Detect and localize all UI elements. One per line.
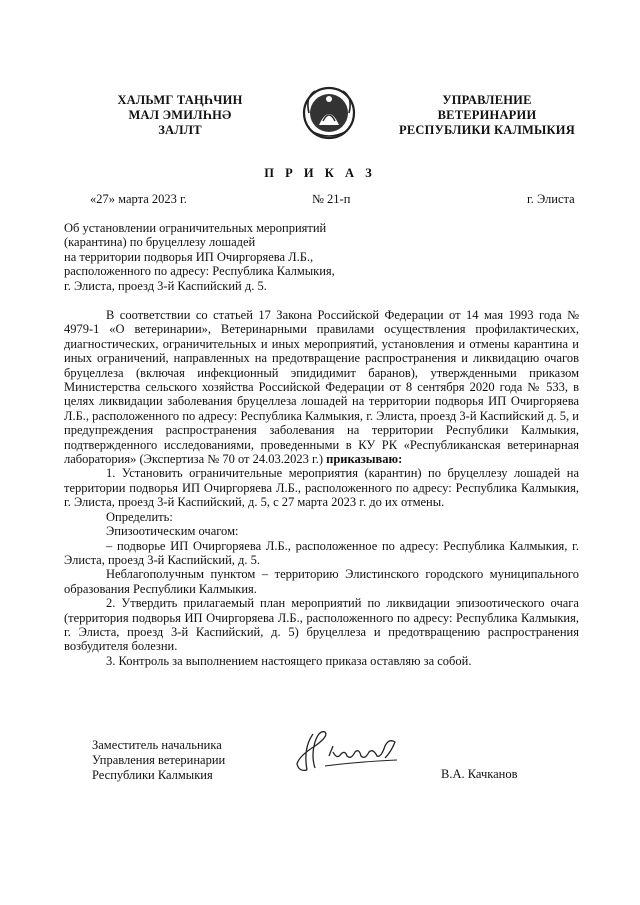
subject-line: г. Элиста, проезд 3-й Каспийский д. 5. xyxy=(64,278,267,293)
header-left-kalmyk xyxy=(105,93,255,138)
document-title: П Р И К А З xyxy=(264,166,376,180)
header-left-line-2: МАЛ ЭМИЛҺНӘ xyxy=(128,108,232,122)
subject-line: Об установлении ограничительных мероприятий xyxy=(64,221,327,235)
item-1-paragraph: 1. Установить ограничительные мероприятия (карантин) по бруцеллезу лошадей на территории подворья ИП Очиргоряева Л.Б., расположенного по адресу: Республика Калмыкия, г. Элиста, проезд 3-й Каспийский, д. 5, с 27 марта 2023 г. до их отмены. xyxy=(64,466,579,510)
header-left-line-3: ЗАЛЛТ xyxy=(158,123,202,137)
order-date: «27» марта 2023 г. xyxy=(90,192,187,206)
signer-position-line: Республики Калмыкия xyxy=(92,768,213,782)
subject-line: на территории подворья ИП Очиргоряева Л.Б., xyxy=(64,249,314,264)
signer-name: В.А. Качканов xyxy=(441,767,518,781)
focus-text-paragraph: – подворье ИП Очиргоряева Л.Б., расположенное по адресу: Республика Калмыкия, г. Элиста, проезд 3-й Каспийский, д. 5. xyxy=(64,538,579,567)
intro-paragraph xyxy=(64,308,579,466)
item-2-paragraph: 2. Утвердить прилагаемый план мероприятий по ликвидации эпизоотического очага (территория подворья ИП Очиргоряева Л.Б., расположенного по адресу: Республика Калмыкия, г. Элиста, проезд 3-й Каспийский, д. 5) бруцеллеза и предотвращению распространения возбудителя болезни. xyxy=(64,596,579,654)
define-paragraph: Определить: xyxy=(106,509,173,524)
signer-position-line: Управления ветеринарии xyxy=(92,753,226,767)
unfavorable-paragraph: Неблагополучным пунктом – территорию Элистинского городского муниципального образования Республики Калмыкия. xyxy=(64,567,579,596)
subject-line: расположенного по адресу: Республика Калмыкия, xyxy=(64,264,335,279)
subject-line: (карантина) по бруцеллезу лошадей xyxy=(64,235,256,250)
kalmykia-emblem-icon xyxy=(301,83,357,143)
order-body xyxy=(64,308,579,668)
header-right-line-3: РЕСПУБЛИКИ КАЛМЫКИЯ xyxy=(399,123,575,137)
header-right-line-2: ВЕТЕРИНАРИИ xyxy=(437,108,537,122)
focus-label-paragraph: Эпизоотическим очагом: xyxy=(106,524,239,539)
header-right-line-1: УПРАВЛЕНИЕ xyxy=(442,93,532,107)
order-number: № 21-п xyxy=(312,192,351,206)
signer-position-line: Заместитель начальника xyxy=(92,738,222,752)
order-subject xyxy=(64,221,364,293)
item-3-paragraph: 3. Контроль за выполнением настоящего приказа оставляю за собой. xyxy=(106,653,472,668)
header-right-russian xyxy=(392,93,582,138)
order-word: приказываю: xyxy=(326,452,403,467)
header-left-line-1: ХАЛЬМГ ТАҢҺЧИН xyxy=(117,93,243,107)
intro-text: В соответствии со статьей 17 Закона Российской Федерации от 14 мая 1993 года № 4979-1 «О ветеринарии», Ветеринарными правилами осуществления профилактических, диагностических, ограничительных и иных мероприятий, установления и отмены карантина и иных ограничений, направленных на предотвращение распространения и ликвидацию очагов бруцеллеза (включая инфекционный эпидидимит баранов), утвержденными приказом Министерства сельского хозяйства Российской Федерации от 8 сентября 2020 года № 533, в целях ликвидации заболевания бруцеллеза лошадей на территории подворья ИП Очиргоряева Л.Б., расположенного по адресу: Республика Калмыкия, г. Элиста, проезд 3-й Каспийский д. 5, и предупреждения распространения заболевания на территории Республики Калмыкия, подтвержденного исследованиями, проведенными в КУ РК «Республиканская ветеринарная лаборатория» (Экспертиза № 70 от 24.03.2023 г.) xyxy=(64,308,579,467)
order-city: г. Элиста xyxy=(527,192,575,206)
signer-position xyxy=(92,738,225,783)
handwritten-signature xyxy=(285,728,415,778)
